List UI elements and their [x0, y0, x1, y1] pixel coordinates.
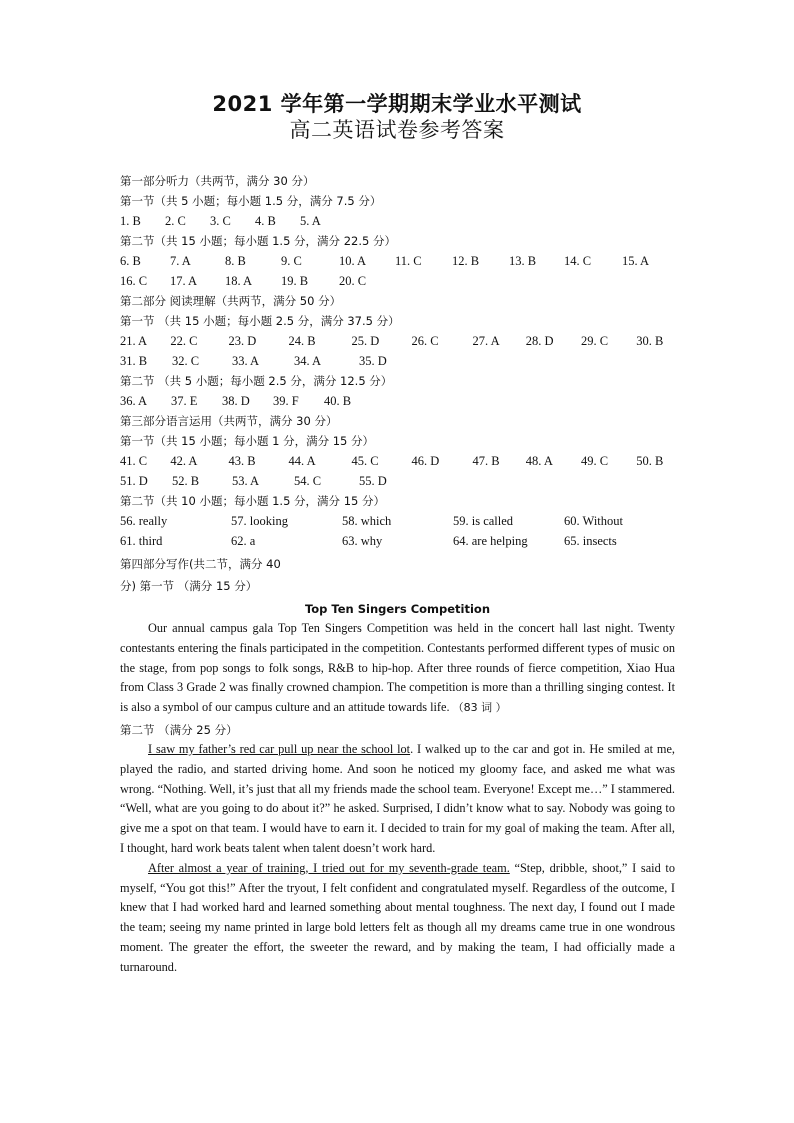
answer-item: 28. D: [525, 334, 554, 348]
answer-item: 35. D: [359, 354, 387, 368]
answer-item: 19. B: [281, 274, 309, 288]
answer-row: [120, 211, 675, 231]
answer-item: 33. A: [232, 354, 260, 368]
answer-item: 29. C: [581, 334, 609, 348]
answer-item: 20. C: [339, 274, 367, 288]
answer-item: 11. C: [395, 254, 422, 268]
answer-item: 60. Without: [564, 514, 623, 528]
answer-item: 12. B: [452, 254, 480, 268]
answer-item: 1. B: [120, 214, 141, 228]
answer-item: 27. A: [472, 334, 500, 348]
part4-heading-line1: 第四部分写作(共二节，满分 40: [120, 557, 281, 571]
answer-row: [120, 271, 675, 291]
answer-item: 38. D: [222, 394, 250, 408]
answer-item: 25. D: [351, 334, 380, 348]
answer-item: 54. C: [294, 474, 322, 488]
answer-row: [120, 471, 675, 491]
answer-item: 7. A: [170, 254, 191, 268]
answer-item: 55. D: [359, 474, 387, 488]
answer-item: 40. B: [324, 394, 352, 408]
part3-section2-heading: 第二节（共 10 小题；每小题 1.5 分，满分 15 分）: [120, 494, 385, 508]
answer-item: 65. insects: [564, 534, 617, 548]
answer-item: 23. D: [228, 334, 257, 348]
answer-item: 44. A: [288, 454, 316, 468]
part3-section1-heading: 第一节（共 15 小题；每小题 1 分，满分 15 分）: [120, 434, 375, 448]
answer-item: 22. C: [170, 334, 198, 348]
answer-row: [120, 391, 675, 411]
essay2-p1-lead-sentence: I saw my father’s red car pull up near the school lot: [148, 741, 411, 756]
answer-item: 61. third: [120, 534, 163, 548]
answer-item: 45. C: [351, 454, 379, 468]
answer-content: [120, 171, 675, 978]
answer-item: 21. A: [120, 334, 148, 348]
answer-row: [120, 251, 675, 271]
part4-section2-heading: 第二节 （满分 25 分）: [120, 722, 238, 737]
answer-item: 58. which: [342, 514, 392, 528]
answer-item: 53. A: [232, 474, 260, 488]
answer-item: 9. C: [281, 254, 302, 268]
answer-item: 56. really: [120, 514, 168, 528]
part2-heading: 第二部分 阅读理解（共两节，满分 50 分）: [120, 294, 342, 308]
answer-item: 48. A: [525, 454, 553, 468]
part1-section1-heading: 第一节（共 5 小题；每小题 1.5 分，满分 7.5 分）: [120, 194, 382, 208]
answer-item: 17. A: [170, 274, 198, 288]
part2-section2-heading: 第二节 （共 5 小题；每小题 2.5 分，满分 12.5 分）: [120, 374, 393, 388]
answer-item: 62. a: [231, 534, 256, 548]
answer-item: 57. looking: [231, 514, 288, 528]
part4-heading-line2: 分) 第一节 （满分 15 分）: [120, 579, 258, 593]
essay2-paragraph-1: [120, 740, 675, 859]
essay2-p1-text: . I walked up to the car and got in. He smiled at me, played the radio, and started driving home. And soon he noticed my gloomy face, and asked me what was wrong. “Nothing. Well, it’s just that all my friends made the school team. Everyone! Except me…” I stammered. “Well, what are you going to do about it?” he asked. Surprised, I didn’t know what to say. Nobody was going to give me a spot on that team. I would have to earn it. I decided to train for my goal of making the team. After all, I thought, hard work beats talent when talent doesn’t work hard.: [120, 741, 675, 855]
answer-item: 26. C: [411, 334, 439, 348]
answer-item: 43. B: [228, 454, 256, 468]
answer-item: 46. D: [411, 454, 440, 468]
word-count: （83 词 ）: [452, 701, 507, 715]
answer-item: 18. A: [225, 274, 253, 288]
essay2-paragraph-2: [120, 859, 675, 978]
answer-item: 36. A: [120, 394, 148, 408]
part3-heading: 第三部分语言运用（共两节，满分 30 分）: [120, 414, 338, 428]
answer-item: 8. B: [225, 254, 246, 268]
answer-item: 59. is called: [453, 514, 514, 528]
answer-item: 34. A: [294, 354, 322, 368]
part1-heading: 第一部分听力（共两节，满分 30 分）: [120, 174, 315, 188]
page-subtitle: 高二英语试卷参考答案: [289, 118, 505, 142]
answer-row: [120, 531, 675, 551]
answer-item: 4. B: [255, 214, 276, 228]
answer-item: 10. A: [339, 254, 367, 268]
answer-item: 6. B: [120, 254, 141, 268]
answer-item: 64. are helping: [453, 534, 528, 548]
answer-item: 47. B: [472, 454, 500, 468]
answer-item: 39. F: [273, 394, 299, 408]
answer-item: 24. B: [288, 334, 316, 348]
answer-item: 49. C: [581, 454, 609, 468]
answer-item: 13. B: [509, 254, 537, 268]
answer-item: 41. C: [120, 454, 148, 468]
answer-item: 3. C: [210, 214, 231, 228]
answer-item: 30. B: [636, 334, 664, 348]
answer-item: 42. A: [170, 454, 198, 468]
answer-item: 5. A: [300, 214, 321, 228]
answer-item: 50. B: [636, 454, 664, 468]
answer-row: [120, 351, 675, 371]
answer-item: 51. D: [120, 474, 148, 488]
essay1-title: Top Ten Singers Competition: [304, 602, 491, 616]
essay1-text: Our annual campus gala Top Ten Singers Competition was held in the concert hall last night. Twenty contestants entering the finals participated in the competition. Contestants performed different types of music on the stage, from pop songs to folk songs, R&B to hip-hop. After three rounds of fierce competition, Xiao Hua from Class 3 Grade 2 was finally crowned champion. The competition is more than a thrilling singing contest. It is also a symbol of our campus culture and an attitude towards life.: [120, 621, 675, 715]
answer-item: 31. B: [120, 354, 148, 368]
part2-section1-heading: 第一节 （共 15 小题；每小题 2.5 分，满分 37.5 分）: [120, 314, 400, 328]
answer-row: [120, 511, 675, 531]
page-title: 2021 学年第一学期期末学业水平测试: [212, 92, 582, 116]
answer-item: 14. C: [564, 254, 592, 268]
essay2-p2-lead-sentence: After almost a year of training, I tried out for my seventh-grade team.: [148, 860, 510, 875]
answer-item: 37. E: [171, 394, 198, 408]
answer-item: 63. why: [342, 534, 383, 548]
essay1-paragraph: [120, 619, 675, 718]
answer-item: 2. C: [165, 214, 186, 228]
essay2-p2-text: “Step, dribble, shoot,” I said to myself, “You got this!” After the tryout, I felt confident and congratulated myself. Regardless of the outcome, I knew that I had worked hard and learned something about mental toughness. The next day, I found out I made the team; seeing my name printed in large bold letters felt as though all my dreams came true in one wondrous moment. The greater the effort, the sweeter the reward, and by making the team, I had officially made a turnaround.: [120, 860, 675, 974]
part1-section2-heading: 第二节（共 15 小题；每小题 1.5 分，满分 22.5 分）: [120, 234, 396, 248]
answer-row: [120, 331, 675, 351]
answer-item: 16. C: [120, 274, 148, 288]
answer-item: 15. A: [622, 254, 650, 268]
answer-item: 32. C: [172, 354, 200, 368]
answer-item: 52. B: [172, 474, 200, 488]
answer-row: [120, 451, 675, 471]
